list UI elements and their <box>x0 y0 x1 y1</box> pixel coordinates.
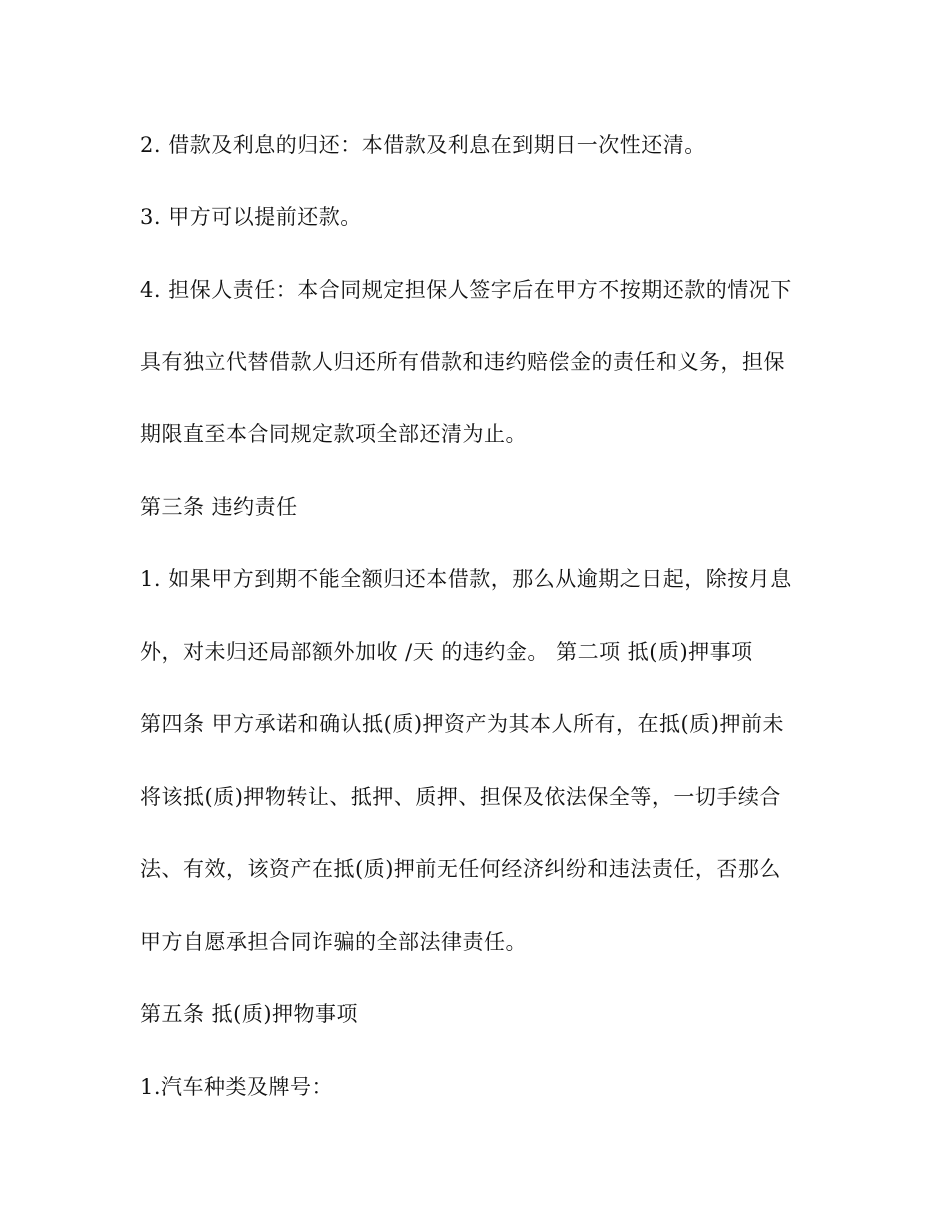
text-line: 甲方自愿承担合同诈骗的全部法律责任。 <box>140 930 527 954</box>
text-line: 1.汽车种类及牌号： <box>140 1075 334 1099</box>
text-line: 将该抵(质)押物转让、抵押、质押、担保及依法保全等，一切手续合 <box>140 785 781 809</box>
text-line: 4. 担保人责任：本合同规定担保人签字后在甲方不按期还款的情况下 <box>140 278 792 302</box>
text-line: 3. 甲方可以提前还款。 <box>140 205 362 229</box>
text-line: 外，对未归还局部额外加收 /天 的违约金。 第二项 抵(质)押事项 <box>140 640 753 664</box>
section-heading: 第三条 违约责任 <box>140 495 298 519</box>
text-line: 期限直至本合同规定款项全部还清为止。 <box>140 422 527 446</box>
text-line: 具有独立代替借款人归还所有借款和违约赔偿金的责任和义务，担保 <box>140 350 785 374</box>
text-line: 法、有效，该资产在抵(质)押前无任何经济纠纷和违法责任，否那么 <box>140 857 781 881</box>
text-line: 1. 如果甲方到期不能全额归还本借款，那么从逾期之日起，除按月息 <box>140 567 792 591</box>
section-heading: 第五条 抵(质)押物事项 <box>140 1002 359 1026</box>
text-line: 2. 借款及利息的归还：本借款及利息在到期日一次性还清。 <box>140 133 706 157</box>
text-line: 第四条 甲方承诺和确认抵(质)押资产为其本人所有，在抵(质)押前未 <box>140 712 784 736</box>
